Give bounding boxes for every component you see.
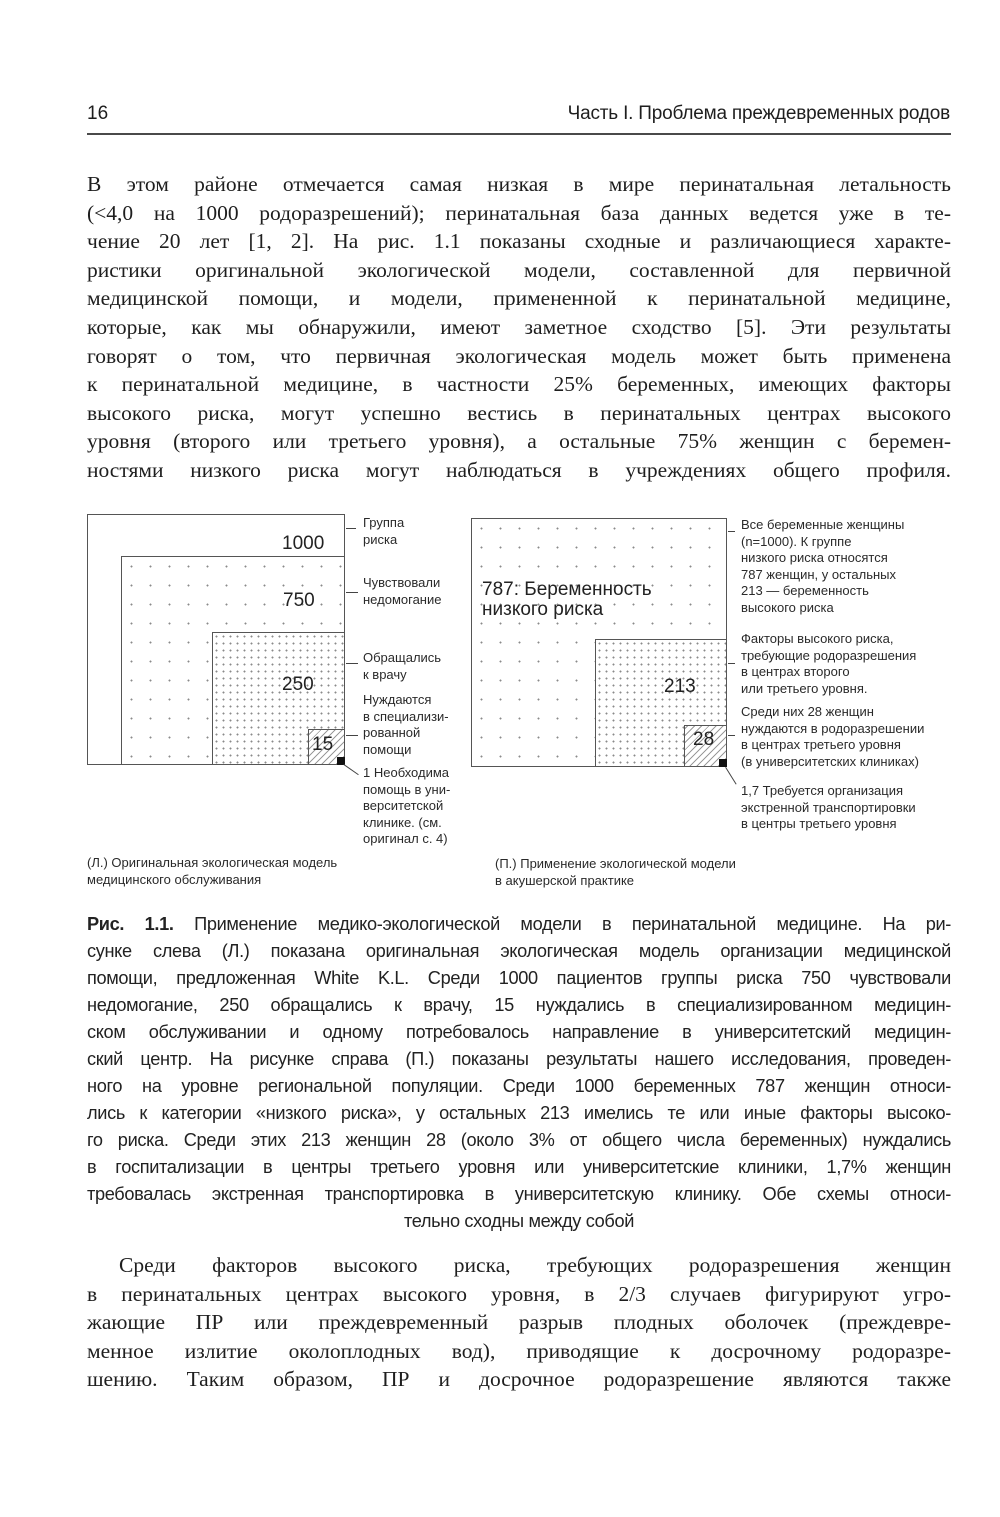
text-line: высокого риска, могут успешно вестись в перинатальных центрах высокого bbox=[87, 400, 951, 425]
caption-line: сунке слева (Л.) показана оригинальная экологическая модель организации медицинской bbox=[87, 941, 951, 961]
callout-all-pregnant: Все беременные женщины (n=1000). К группе низкого риска относятся 787 женщин, у остальных 213 — беременность высокого риска bbox=[741, 517, 905, 615]
callout-tick bbox=[346, 528, 356, 529]
text-line: ностями низкого риска могут наблюдаться в учреждениях общего профиля. bbox=[87, 457, 951, 482]
caption-line: Рис. 1.1. Применение медико-экологической модели в перинатальной медицине. На ри- bbox=[87, 914, 951, 934]
caption-line: ском обслуживании и одному потребовалось направление в университетский медицин- bbox=[87, 1022, 951, 1042]
subcaption-left: (Л.) Оригинальная экологическая модель медицинского обслуживания bbox=[87, 855, 338, 887]
callout-third-level: Среди них 28 женщин нуждаются в родоразрешении в центрах третьего уровня (в университетских клиниках) bbox=[741, 704, 925, 769]
caption-line: в госпитализации в центры третьего уровня или университетские клиники, 1,7% женщин bbox=[87, 1157, 951, 1177]
callout-felt-unwell: Чувствовали недомогание bbox=[363, 575, 442, 607]
subcaption-right: (П.) Применение экологической модели в акушерской практике bbox=[495, 856, 736, 888]
body-paragraph-1 bbox=[87, 170, 951, 485]
callout-high-risk-factors: Факторы высокого риска, требующие родоразрешения в центрах второго или третьего уровня. bbox=[741, 631, 917, 696]
callout-specialized-care: Нуждаются в специализи- рованной помощи bbox=[363, 692, 449, 757]
text-line: Среди факторов высокого риска, требующих родоразрешения женщин bbox=[119, 1253, 951, 1277]
caption-line: недомогание, 250 обращались к врачу, 15 нуждались в специализированном медицин- bbox=[87, 995, 951, 1015]
callout-tick bbox=[346, 663, 358, 664]
text-line: уровня (второго или третьего уровня), а остальные 75% женщин с беремен- bbox=[87, 429, 951, 454]
callout-leader bbox=[725, 767, 737, 785]
callout-tick bbox=[728, 663, 735, 664]
callout-tick bbox=[346, 592, 358, 593]
callout-leader bbox=[343, 764, 358, 775]
caption-line: го риска. Среди этих 213 женщин 28 (около 3% от общего числа беременных) нуждались bbox=[87, 1130, 951, 1150]
text-line: (<4,0 на 1000 родоразрешений); перинатальная база данных ведется уже в те- bbox=[87, 200, 951, 225]
caption-label: Рис. 1.1. bbox=[87, 914, 174, 934]
text-line: ристики оригинальной экологической модели, составленной для первичной bbox=[87, 257, 951, 282]
text-line: говорят о том, что первичная экологическая модель может быть применена bbox=[87, 343, 951, 368]
callout-tick bbox=[728, 735, 735, 736]
label-15: 15 bbox=[312, 734, 334, 755]
callout-tick bbox=[346, 735, 358, 736]
callout-university-clinic: 1 Необходима помощь в уни- верситетской клинике. (см. оригинал с. 4) bbox=[363, 765, 451, 846]
caption-line: тельно сходны между собой bbox=[403, 1211, 635, 1231]
text-line: жающие ПР или преждевременный разрыв плодных оболочек (преждевре- bbox=[87, 1310, 951, 1335]
body-paragraph-2 bbox=[87, 1251, 951, 1394]
caption-line: требовалась экстренная транспортировка в университетскую клинику. Обе схемы относи- bbox=[87, 1184, 951, 1204]
callout-emergency-transport: 1,7 Требуется организация экстренной транспортировки в центры третьего уровня bbox=[741, 783, 916, 831]
caption-line: ский центр. На рисунке справа (П.) показаны результаты нашего исследования, проведен- bbox=[87, 1049, 951, 1069]
label-28: 28 bbox=[693, 729, 715, 750]
text-line: менное излитие околоплодных вод), приводящие к досрочному родоразре- bbox=[87, 1338, 951, 1363]
text-line: к перинатальной медицине, в частности 25% беременных, имеющих факторы bbox=[87, 372, 951, 397]
callout-risk-group: Группа риска bbox=[363, 515, 405, 547]
label-1000: 1000 bbox=[282, 533, 325, 554]
page-number: 16 bbox=[87, 103, 109, 124]
figure-caption bbox=[87, 911, 951, 1235]
label-787: 787: Беременность низкого риска bbox=[482, 579, 652, 620]
header-rule bbox=[87, 133, 951, 135]
text-line: чение 20 лет [1, 2]. На рис. 1.1 показаны сходные и различающиеся характе- bbox=[87, 229, 951, 254]
text-line: медицинской помощи, и модели, примененной к перинатальной медицине, bbox=[87, 286, 951, 311]
text-line: которые, как мы обнаружили, имеют заметное сходство [5]. Эти результаты bbox=[87, 314, 951, 339]
text-line: В этом районе отмечается самая низкая в мире перинатальная летальность bbox=[87, 172, 951, 196]
label-250: 250 bbox=[282, 674, 314, 695]
callout-tick bbox=[728, 531, 735, 532]
caption-line: помощи, предложенная White K.L. Среди 1000 пациентов группы риска 750 чувствовали bbox=[87, 968, 951, 988]
text-line: в перинатальных центрах высокого уровня, в 2/3 случаев фигурируют угро- bbox=[87, 1281, 951, 1306]
callout-visited-doctor: Обращались к врачу bbox=[363, 650, 442, 682]
label-750: 750 bbox=[283, 590, 315, 611]
caption-line: ного на уровне региональной популяции. Среди 1000 беременных 787 женщин относи- bbox=[87, 1076, 951, 1096]
text-line: шению. Таким образом, ПР и досрочное родоразрешение являются также bbox=[87, 1367, 951, 1392]
label-213: 213 bbox=[664, 676, 696, 697]
caption-line: лись к категории «низкого риска», у остальных 213 имелись те или иные факторы высоко- bbox=[87, 1103, 951, 1123]
running-title: Часть I. Проблема преждевременных родов bbox=[567, 103, 950, 124]
